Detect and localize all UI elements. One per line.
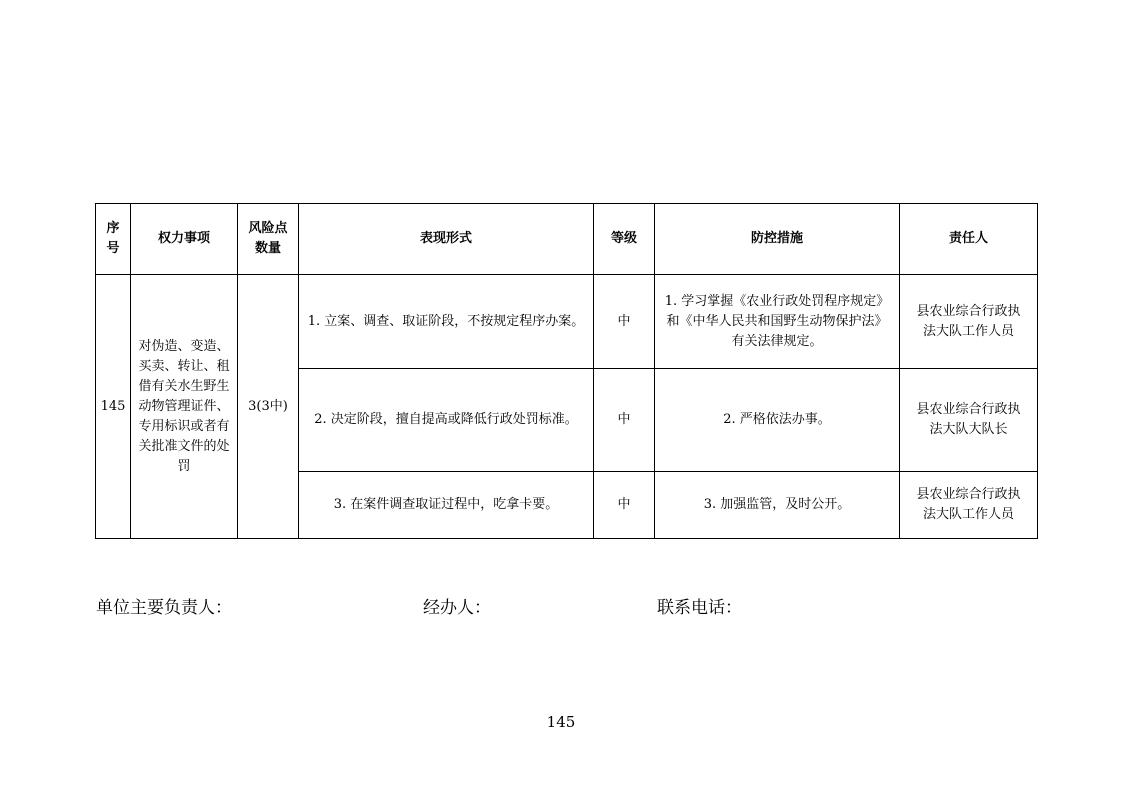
cell-form: 3. 在案件调查取证过程中，吃拿卡要。 — [299, 472, 594, 539]
header-matter: 权力事项 — [131, 204, 238, 275]
cell-matter: 对伪造、变造、买卖、转让、租借有关水生野生动物管理证件、专用标识或者有关批准文件的处罚 — [131, 275, 238, 539]
risk-table — [95, 203, 1038, 539]
cell-measures: 3. 加强监管，及时公开。 — [655, 472, 900, 539]
cell-level: 中 — [594, 275, 655, 369]
cell-risk-count: 3(3中) — [238, 275, 299, 539]
cell-measures: 1. 学习掌握《农业行政处罚程序规定》 和《中华人民共和国野生动物保护法》 有关法律规定。 — [655, 275, 900, 369]
header-form: 表现形式 — [299, 204, 594, 275]
cell-person: 县农业综合行政执 法大队工作人员 — [900, 275, 1038, 369]
header-level: 等级 — [594, 204, 655, 275]
header-measures: 防控措施 — [655, 204, 900, 275]
footer-unit-head: 单位主要负责人： — [96, 598, 232, 618]
cell-person: 县农业综合行政执 法大队工作人员 — [900, 472, 1038, 539]
header-person: 责任人 — [900, 204, 1038, 275]
cell-form: 2. 决定阶段，擅自提高或降低行政处罚标准。 — [299, 369, 594, 472]
cell-level: 中 — [594, 369, 655, 472]
header-risk-count: 风险点 数量 — [238, 204, 299, 275]
header-seq: 序 号 — [96, 204, 131, 275]
page-number: 145 — [546, 713, 576, 731]
table-header-row — [96, 204, 1038, 275]
table-row — [96, 275, 1038, 369]
cell-form: 1. 立案、调查、取证阶段，不按规定程序办案。 — [299, 275, 594, 369]
cell-measures: 2. 严格依法办事。 — [655, 369, 900, 472]
cell-level: 中 — [594, 472, 655, 539]
cell-seq: 145 — [96, 275, 131, 539]
footer-phone: 联系电话： — [657, 598, 742, 618]
cell-person: 县农业综合行政执 法大队大队长 — [900, 369, 1038, 472]
footer-handler: 经办人： — [423, 598, 491, 618]
